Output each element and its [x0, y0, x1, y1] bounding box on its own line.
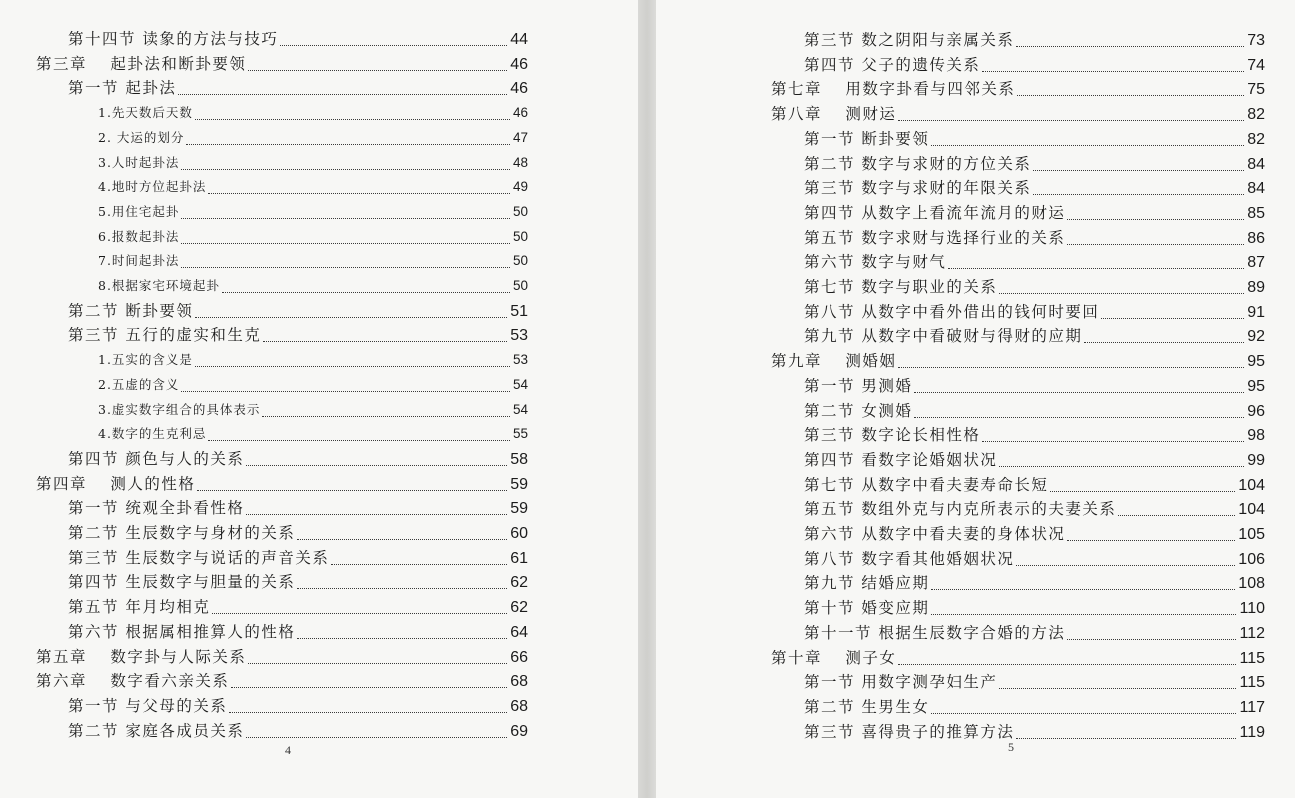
- dot-leader: [999, 292, 1244, 294]
- toc-entry-title: 第四节 看数字论婚姻状况: [804, 450, 998, 469]
- dot-leader: [999, 687, 1236, 689]
- toc-entry-page: 46: [510, 80, 528, 98]
- toc-entry-page: 60: [510, 525, 528, 542]
- toc-entry: [804, 596, 1265, 620]
- toc-entry-title: 第三节 五行的虚实和生克: [68, 326, 262, 345]
- dot-leader: [1084, 341, 1244, 343]
- dot-leader: [229, 711, 507, 713]
- toc-entry: [68, 447, 528, 471]
- toc-entry-title: 第七章 用数字卦看与四邻关系: [771, 80, 1016, 99]
- toc-entry-title: 8.根据家宅环境起卦: [98, 278, 220, 293]
- toc-entry-title: 第五节 数组外克与内克所表示的夫妻关系: [804, 500, 1117, 519]
- toc-entry: [804, 720, 1265, 744]
- toc-entry-title: 第六章 数字看六亲关系: [36, 672, 230, 691]
- dot-leader: [1016, 564, 1235, 566]
- toc-entry-page: 50: [512, 278, 528, 293]
- toc-entry-page: 84: [1247, 180, 1265, 198]
- toc-entry-page: 44: [510, 31, 528, 48]
- dot-leader: [898, 119, 1244, 121]
- dot-leader: [248, 69, 507, 71]
- dot-leader: [222, 291, 510, 293]
- toc-entry-title: 第三节 数之阴阳与亲属关系: [804, 31, 1015, 49]
- toc-entry: [771, 646, 1265, 670]
- dot-leader: [231, 686, 507, 688]
- toc-entry: [804, 473, 1265, 497]
- dot-leader: [297, 637, 507, 639]
- toc-entry: [804, 176, 1265, 200]
- toc-entry: [804, 423, 1265, 447]
- toc-entry-page: 55: [512, 426, 528, 442]
- dot-leader: [297, 538, 507, 540]
- toc-entry-title: 第三节 数字论长相性格: [804, 426, 981, 445]
- toc-entry-page: 112: [1239, 624, 1265, 642]
- dot-leader: [1067, 539, 1235, 541]
- toc-entry: [771, 102, 1265, 126]
- toc-entry: [98, 126, 528, 150]
- toc-entry-page: 98: [1247, 427, 1265, 445]
- dot-leader: [195, 316, 507, 318]
- toc-entry-page: 87: [1247, 254, 1265, 272]
- dot-leader: [178, 93, 507, 95]
- dot-leader: [248, 662, 507, 664]
- toc-entry-page: 53: [510, 327, 528, 345]
- toc-entry-page: 115: [1239, 649, 1265, 667]
- toc-entry-title: 第十节 婚变应期: [804, 599, 930, 618]
- dot-leader: [197, 489, 507, 491]
- toc-entry-title: 第十一节 根据生辰数字合婚的方法: [804, 623, 1066, 642]
- dot-leader: [181, 168, 510, 170]
- toc-entry: [68, 546, 528, 570]
- dot-leader: [931, 588, 1235, 590]
- dot-leader: [999, 465, 1244, 467]
- toc-entry-title: 第四节 从数字上看流年流月的财运: [804, 203, 1066, 222]
- toc-entry-title: 第一节 用数字测孕妇生产: [804, 673, 998, 692]
- dot-leader: [246, 736, 507, 738]
- toc-entry-page: 59: [510, 475, 528, 493]
- toc-entry-title: 第一节 与父母的关系: [68, 696, 228, 715]
- toc-entry-title: 第三章 起卦法和断卦要领: [36, 54, 247, 73]
- toc-entry-page: 74: [1247, 56, 1265, 74]
- dot-leader: [1016, 737, 1236, 739]
- toc-entry-page: 106: [1238, 550, 1265, 568]
- dot-leader: [1118, 514, 1235, 516]
- toc-entry: [68, 27, 528, 51]
- toc-entry-title: 第一节 断卦要领: [804, 129, 930, 148]
- toc-entry: [804, 547, 1265, 571]
- dot-leader: [181, 217, 510, 219]
- toc-entry-title: 1.先天数后天数: [98, 105, 193, 121]
- toc-entry-page: 82: [1247, 106, 1265, 124]
- toc-entry-title: 第九节 结婚应期: [804, 574, 930, 593]
- toc-entry: [804, 571, 1265, 595]
- toc-entry: [804, 275, 1265, 299]
- toc-entry-title: 第四节 颜色与人的关系: [68, 449, 245, 468]
- dot-leader: [297, 587, 507, 589]
- toc-entry: [804, 448, 1265, 472]
- toc-entry-title: 第八节 从数字中看外借出的钱何时要回: [804, 302, 1100, 321]
- toc-entry: [804, 28, 1265, 52]
- toc-entry: [804, 522, 1265, 546]
- toc-entry-title: 5.用住宅起卦: [98, 203, 180, 219]
- toc-entry-page: 99: [1247, 451, 1265, 469]
- toc-entry-title: 2.五虚的含义: [98, 376, 180, 392]
- dot-leader: [181, 266, 510, 268]
- toc-entry-page: 51: [510, 302, 528, 320]
- dot-leader: [1067, 218, 1244, 220]
- toc-entry-title: 6.报数起卦法: [98, 228, 180, 244]
- toc-entry: [68, 323, 528, 347]
- toc-entry: [804, 201, 1265, 225]
- dot-leader: [212, 612, 507, 614]
- toc-entry-title: 2. 大运的划分: [98, 129, 185, 145]
- toc-entry-page: 62: [510, 574, 528, 592]
- dot-leader: [280, 44, 507, 46]
- toc-entry-page: 46: [510, 55, 528, 73]
- dot-leader: [181, 390, 510, 392]
- toc-entry-title: 第三节 喜得贵子的推算方法: [804, 722, 1015, 741]
- dot-leader: [181, 242, 510, 244]
- toc-entry: [804, 300, 1265, 324]
- dot-leader: [208, 192, 510, 194]
- toc-entry-title: 第八章 测财运: [771, 105, 897, 124]
- toc-entry-title: 第九节 从数字中看破财与得财的应期: [804, 327, 1083, 346]
- toc-entry: [68, 620, 528, 644]
- toc-entry-page: 48: [512, 154, 528, 170]
- toc-entry: [68, 595, 528, 619]
- toc-entry-page: 58: [510, 450, 528, 468]
- toc-entry-title: 第一节 起卦法: [68, 79, 177, 98]
- toc-entry-title: 第一节 男测婚: [804, 376, 913, 395]
- toc-entry: [98, 348, 528, 372]
- toc-entry: [804, 250, 1265, 274]
- toc-entry-title: 第二节 数字与求财的方位关系: [804, 154, 1032, 173]
- toc-entry-page: 95: [1247, 353, 1265, 371]
- toc-entry-page: 68: [510, 697, 528, 715]
- toc-entry-title: 第十章 测子女: [771, 648, 897, 667]
- toc-entry: [804, 127, 1265, 151]
- toc-entry: [98, 175, 528, 199]
- toc-entry-page: 64: [510, 623, 528, 641]
- toc-entry: [804, 621, 1265, 645]
- toc-entry-title: 第十四节 读象的方法与技巧: [68, 30, 279, 48]
- toc-entry-title: 第二节 断卦要领: [68, 301, 194, 320]
- toc-entry-page: 96: [1247, 402, 1265, 420]
- toc-entry-page: 91: [1247, 303, 1265, 321]
- toc-entry: [804, 226, 1265, 250]
- toc-entry-page: 95: [1247, 377, 1265, 395]
- toc-entry-page: 50: [512, 203, 528, 219]
- toc-entry-page: 85: [1247, 204, 1265, 222]
- dot-leader: [1050, 490, 1235, 492]
- toc-entry: [68, 570, 528, 594]
- dot-leader: [1016, 45, 1244, 47]
- right-page: [656, 0, 1295, 798]
- toc-entry: [804, 53, 1265, 77]
- toc-entry-title: 第四章 测人的性格: [36, 474, 196, 493]
- toc-entry-page: 119: [1239, 723, 1265, 741]
- toc-entry-page: 84: [1247, 155, 1265, 173]
- right-page-number: 5: [1008, 740, 1014, 754]
- toc-entry: [36, 52, 528, 76]
- toc-entry: [804, 374, 1265, 398]
- toc-entry-title: 4.地时方位起卦法: [98, 179, 207, 195]
- dot-leader: [208, 439, 510, 441]
- toc-entry: [68, 76, 528, 100]
- toc-entry-title: 第二节 生辰数字与身材的关系: [68, 524, 296, 542]
- dot-leader: [1101, 317, 1244, 319]
- toc-entry-title: 第九章 测婚姻: [771, 352, 897, 371]
- dot-leader: [931, 144, 1244, 146]
- toc-entry-page: 68: [510, 673, 528, 691]
- toc-entry-title: 第六节 从数字中看夫妻的身体状况: [804, 525, 1066, 543]
- toc-entry-page: 117: [1239, 698, 1265, 716]
- toc-entry-title: 第六节 数字与财气: [804, 253, 947, 272]
- toc-entry-title: 第八节 数字看其他婚姻状况: [804, 549, 1015, 568]
- toc-entry-page: 54: [512, 401, 528, 417]
- toc-entry-title: 3.虚实数字组合的具体表示: [98, 401, 261, 417]
- dot-leader: [263, 340, 507, 342]
- toc-entry-title: 4.数字的生克利忌: [98, 426, 207, 442]
- toc-entry-title: 第七节 数字与职业的关系: [804, 278, 998, 296]
- toc-entry: [98, 200, 528, 224]
- dot-leader: [262, 415, 510, 417]
- dot-leader: [246, 464, 507, 466]
- toc-entry: [68, 496, 528, 520]
- toc-entry: [36, 669, 528, 693]
- toc-entry-page: 104: [1238, 476, 1265, 494]
- toc-entry: [68, 521, 528, 545]
- dot-leader: [914, 391, 1244, 393]
- toc-entry: [804, 152, 1265, 176]
- dot-leader: [931, 613, 1236, 615]
- left-page-number: 4: [285, 743, 291, 757]
- toc-entry-page: 105: [1238, 526, 1265, 543]
- dot-leader: [1033, 193, 1244, 195]
- toc-entry-page: 46: [512, 105, 528, 121]
- toc-entry: [804, 497, 1265, 521]
- dot-leader: [331, 563, 507, 565]
- toc-entry-page: 50: [512, 228, 528, 244]
- left-page: [0, 0, 638, 798]
- toc-entry: [68, 299, 528, 323]
- toc-entry: [36, 472, 528, 496]
- toc-entry-title: 第四节 生辰数字与胆量的关系: [68, 573, 296, 592]
- toc-entry: [98, 422, 528, 446]
- toc-entry-title: 第五节 年月均相克: [68, 598, 211, 617]
- toc-entry: [68, 694, 528, 718]
- toc-entry-page: 73: [1247, 32, 1265, 49]
- toc-entry-page: 75: [1247, 81, 1265, 99]
- toc-entry: [771, 349, 1265, 373]
- dot-leader: [931, 712, 1236, 714]
- dot-leader: [1033, 169, 1244, 171]
- dot-leader: [982, 440, 1244, 442]
- dot-leader: [246, 513, 507, 515]
- toc-entry: [804, 695, 1265, 719]
- toc-entry-page: 47: [512, 129, 528, 145]
- toc-entry: [68, 719, 528, 743]
- toc-entry-page: 54: [512, 376, 528, 392]
- toc-entry: [98, 398, 528, 422]
- dot-leader: [1017, 94, 1244, 96]
- toc-entry-page: 115: [1239, 674, 1265, 692]
- dot-leader: [1067, 243, 1244, 245]
- toc-entry-page: 82: [1247, 130, 1265, 148]
- toc-entry: [98, 225, 528, 249]
- toc-entry-title: 第五章 数字卦与人际关系: [36, 647, 247, 666]
- toc-entry-title: 7.时间起卦法: [98, 253, 180, 269]
- toc-entry-page: 104: [1238, 501, 1265, 519]
- toc-entry-page: 89: [1247, 279, 1265, 296]
- dot-leader: [948, 267, 1244, 269]
- toc-entry: [98, 373, 528, 397]
- toc-entry-page: 59: [510, 500, 528, 518]
- toc-entry-title: 第七节 从数字中看夫妻寿命长短: [804, 475, 1049, 494]
- book-gutter: [638, 0, 656, 798]
- toc-entry: [804, 324, 1265, 348]
- dot-leader: [982, 70, 1244, 72]
- toc-entry-page: 69: [510, 722, 528, 740]
- dot-leader: [1067, 638, 1236, 640]
- toc-entry-page: 61: [510, 549, 528, 567]
- toc-entry-page: 66: [510, 648, 528, 666]
- toc-entry-title: 第三节 数字与求财的年限关系: [804, 179, 1032, 198]
- toc-entry-title: 第四节 父子的遗传关系: [804, 55, 981, 74]
- dot-leader: [914, 416, 1244, 418]
- toc-entry: [804, 399, 1265, 423]
- toc-entry-title: 1.五实的含义是: [98, 352, 193, 368]
- dot-leader: [186, 143, 510, 145]
- toc-entry-page: 49: [512, 179, 528, 195]
- toc-entry: [771, 77, 1265, 101]
- toc-entry-title: 第二节 生男生女: [804, 697, 930, 716]
- toc-entry-page: 108: [1238, 575, 1265, 593]
- toc-entry-title: 第一节 统观全卦看性格: [68, 499, 245, 518]
- toc-entry-page: 92: [1247, 328, 1265, 346]
- dot-leader: [195, 365, 510, 367]
- toc-entry: [98, 151, 528, 175]
- dot-leader: [898, 366, 1244, 368]
- toc-entry-page: 86: [1247, 229, 1265, 247]
- toc-entry: [804, 670, 1265, 694]
- toc-entry-title: 第二节 家庭各成员关系: [68, 721, 245, 740]
- toc-entry-title: 第三节 生辰数字与说话的声音关系: [68, 548, 330, 567]
- toc-entry-page: 50: [512, 253, 528, 269]
- toc-entry-title: 第五节 数字求财与选择行业的关系: [804, 228, 1066, 247]
- toc-entry: [98, 101, 528, 125]
- toc-entry-page: 53: [512, 352, 528, 368]
- toc-entry: [36, 645, 528, 669]
- toc-entry: [98, 249, 528, 273]
- dot-leader: [898, 663, 1236, 665]
- dot-leader: [195, 118, 510, 120]
- toc-entry: [98, 274, 528, 298]
- toc-entry-title: 3.人时起卦法: [98, 154, 180, 170]
- toc-entry-page: 110: [1239, 600, 1265, 618]
- toc-entry-page: 62: [510, 599, 528, 617]
- toc-entry-title: 第六节 根据属相推算人的性格: [68, 622, 296, 641]
- toc-entry-title: 第二节 女测婚: [804, 401, 913, 420]
